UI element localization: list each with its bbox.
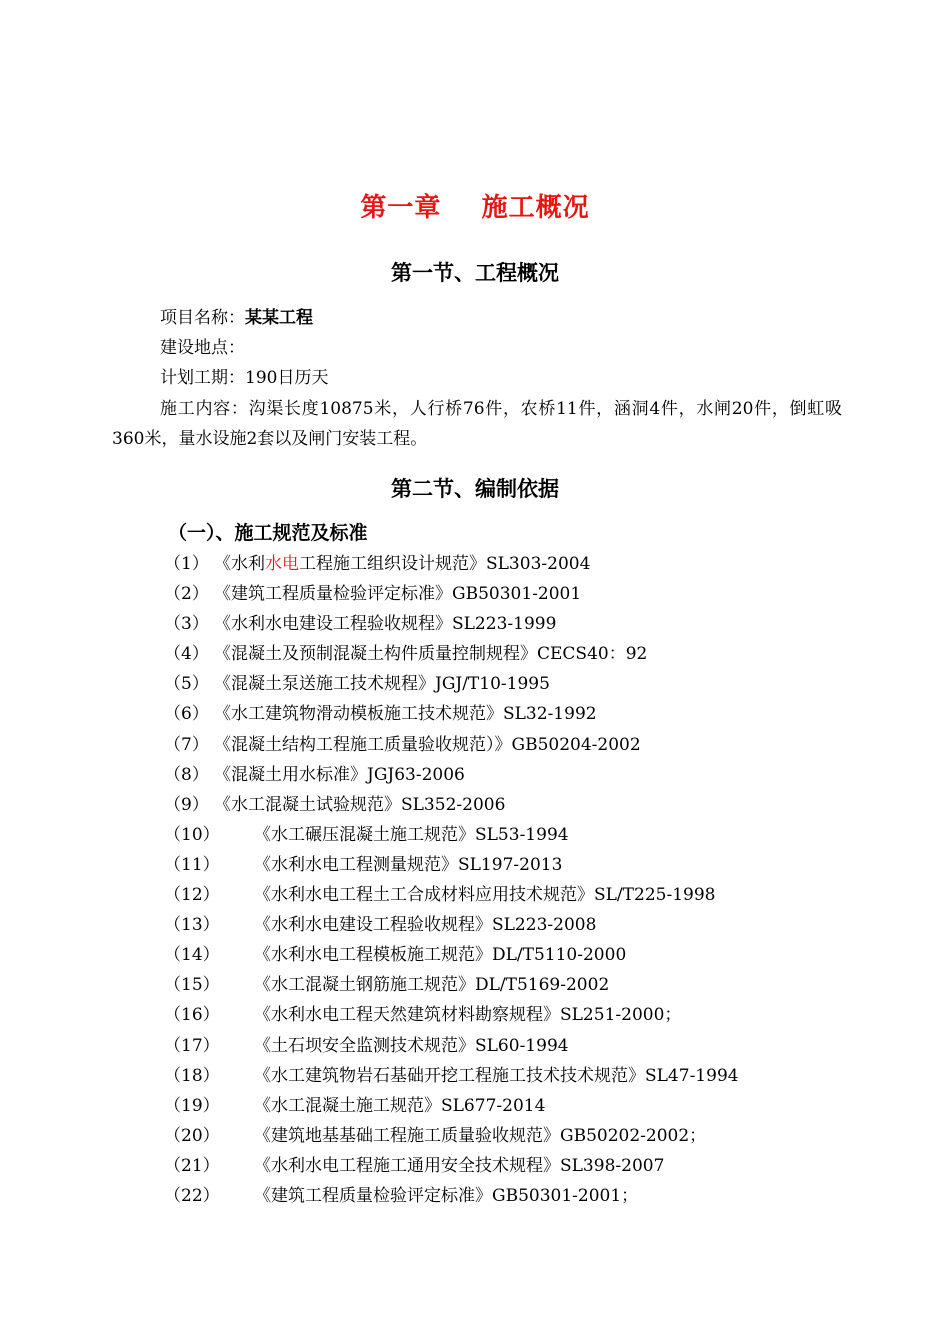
list-item-text: 《混凝土及预制混凝土构件质量控制规程》CECS40：92 bbox=[214, 644, 648, 664]
location-line bbox=[160, 336, 245, 360]
list-item-number: （20） bbox=[164, 1126, 220, 1146]
list-item-text: 《混凝土泵送施工技术规程》JGJ/T10-1995 bbox=[214, 674, 550, 694]
list-item bbox=[164, 642, 647, 666]
list-item-number: （15） bbox=[164, 975, 220, 995]
list-item-text: 《土石坝安全监测技术规范》SL60-1994 bbox=[254, 1036, 569, 1056]
construction-content-paragraph: 施工内容：沟渠长度10875米，人行桥76件，农桥11件，涵洞4件，水闸20件，倒虹吸360米，量水设施2套以及闸门安装工程。 bbox=[112, 399, 842, 449]
list-item-text: 《水利水电工程土工合成材料应用技术规范》SL/T225-1998 bbox=[254, 885, 716, 905]
list-item bbox=[164, 763, 465, 787]
list-item bbox=[164, 672, 550, 696]
list-item-text: 《水利水电工程施工通用安全技术规程》SL398-2007 bbox=[254, 1156, 665, 1176]
duration-label: 计划工期： bbox=[160, 368, 245, 388]
list-item-text: 《水工建筑物岩石基础开挖工程施工技术技术规范》SL47-1994 bbox=[254, 1066, 739, 1086]
list-item-number: （18） bbox=[164, 1066, 220, 1086]
list-item-text-suffix: 工程施工组织设计规范》SL303-2004 bbox=[299, 554, 591, 574]
list-item-text: 《水工碾压混凝土施工规范》SL53-1994 bbox=[254, 825, 569, 845]
section-title-overview: 第一节、工程概况 bbox=[391, 260, 559, 285]
list-item bbox=[164, 582, 581, 606]
list-item-number: （2） bbox=[164, 584, 209, 604]
list-item-text: 《混凝土用水标准》JGJ63-2006 bbox=[214, 765, 465, 785]
list-item bbox=[164, 913, 596, 937]
duration-line bbox=[160, 366, 328, 390]
list-item-number: （7） bbox=[164, 735, 209, 755]
list-item-text-highlight: 水电 bbox=[265, 554, 299, 574]
list-item-number: （11） bbox=[164, 855, 220, 875]
list-item-number: （9） bbox=[164, 795, 209, 815]
list-item-number: （10） bbox=[164, 825, 220, 845]
list-item bbox=[164, 793, 505, 817]
list-item-number: （22） bbox=[164, 1186, 220, 1206]
list-item-text: 《建筑工程质量检验评定标准》GB50301-2001； bbox=[254, 1186, 639, 1206]
list-item bbox=[164, 1003, 681, 1027]
list-item bbox=[164, 823, 569, 847]
list-item-text: 《建筑工程质量检验评定标准》GB50301-2001 bbox=[214, 584, 582, 604]
list-item-number: （8） bbox=[164, 765, 209, 785]
list-item-text: 《水利水电建设工程验收规程》SL223-2008 bbox=[254, 915, 597, 935]
list-item-text-prefix: 《水利 bbox=[214, 554, 265, 574]
list-item-number: （3） bbox=[164, 614, 209, 634]
project-name-line bbox=[160, 306, 313, 330]
list-item-number: （21） bbox=[164, 1156, 220, 1176]
list-item-text: 《水利水电工程测量规范》SL197-2013 bbox=[254, 855, 563, 875]
list-item-text: 《水利水电工程天然建筑材料勘察规程》SL251-2000； bbox=[254, 1005, 682, 1025]
list-item-text: 《建筑地基基础工程施工质量验收规范》GB50202-2002； bbox=[254, 1126, 707, 1146]
list-item bbox=[164, 883, 715, 907]
list-item bbox=[164, 973, 609, 997]
list-item-number: （12） bbox=[164, 885, 220, 905]
list-item bbox=[164, 612, 556, 636]
list-item-text: 《水工混凝土钢筋施工规范》DL/T5169-2002 bbox=[254, 975, 610, 995]
list-item-text: 《水工混凝土试验规范》SL352-2006 bbox=[214, 795, 506, 815]
location-label: 建设地点： bbox=[160, 338, 245, 358]
list-item bbox=[164, 853, 562, 877]
list-item bbox=[164, 1064, 739, 1088]
section-title-basis: 第二节、编制依据 bbox=[391, 476, 559, 501]
list-item bbox=[164, 1094, 545, 1118]
list-item-number: （5） bbox=[164, 674, 209, 694]
chapter-title: 第一章 施工概况 bbox=[360, 193, 590, 223]
list-item bbox=[164, 1124, 706, 1148]
list-item-text: 《水利水电工程模板施工规范》DL/T5110-2000 bbox=[254, 945, 627, 965]
list-item-text: 《混凝土结构工程施工质量验收规范）》GB50204-2002 bbox=[214, 735, 641, 755]
list-item-text: 《水利水电建设工程验收规程》SL223-1999 bbox=[214, 614, 557, 634]
duration-value: 190日历天 bbox=[245, 368, 329, 388]
list-item-number: （14） bbox=[164, 945, 220, 965]
list-item bbox=[164, 702, 597, 726]
list-item-number: （4） bbox=[164, 644, 209, 664]
list-item bbox=[164, 552, 590, 576]
list-item-text: 《水工建筑物滑动模板施工技术规范》SL32-1992 bbox=[214, 704, 597, 724]
project-name-label: 项目名称： bbox=[160, 308, 245, 328]
list-item-number: （1） bbox=[164, 554, 209, 574]
list-item-number: （6） bbox=[164, 704, 209, 724]
list-item-text: 《水工混凝土施工规范》SL677-2014 bbox=[254, 1096, 546, 1116]
list-item-number: （19） bbox=[164, 1096, 220, 1116]
list-item-number: （17） bbox=[164, 1036, 220, 1056]
list-item bbox=[164, 1184, 638, 1208]
project-name-value: 某某工程 bbox=[245, 308, 313, 328]
list-item-number: （16） bbox=[164, 1005, 220, 1025]
list-item bbox=[164, 943, 626, 967]
list-item bbox=[164, 733, 641, 757]
subsection-title-standards: （一）、施工规范及标准 bbox=[168, 522, 368, 544]
list-item bbox=[164, 1154, 664, 1178]
list-item bbox=[164, 1034, 569, 1058]
list-item-number: （13） bbox=[164, 915, 220, 935]
